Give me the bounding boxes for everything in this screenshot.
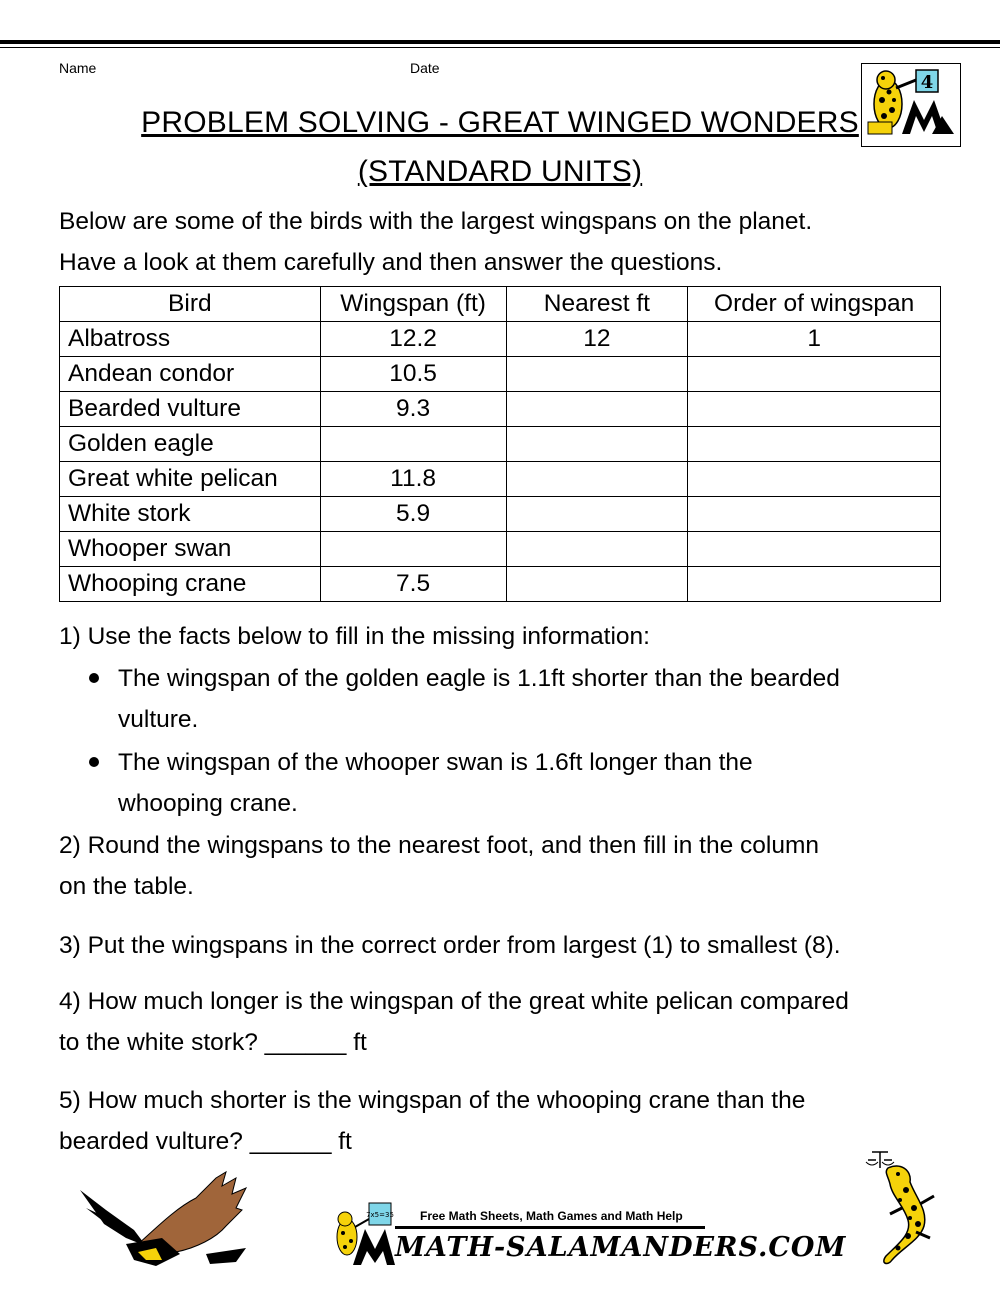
order-cell[interactable] (688, 497, 941, 532)
svg-text:7x5=35: 7x5=35 (366, 1211, 394, 1219)
question-2-line1: 2) Round the wingspans to the nearest foot, and then fill in the column (59, 832, 819, 859)
nearest-ft-cell[interactable] (506, 427, 688, 462)
question-1: 1) Use the facts below to fill in the missing information: (59, 623, 650, 650)
wingspan-cell: 7.5 (320, 567, 506, 602)
footer-divider (395, 1226, 705, 1229)
footer-tagline: Free Math Sheets, Math Games and Math Help (420, 1209, 683, 1223)
bullet-icon (89, 757, 99, 767)
nearest-ft-cell[interactable] (506, 462, 688, 497)
wingspan-cell: 11.8 (320, 462, 506, 497)
wingspan-table (59, 286, 941, 602)
eagle-illustration (76, 1168, 251, 1273)
question-3: 3) Put the wingspans in the correct order from largest (1) to smallest (8). (59, 932, 841, 959)
order-cell[interactable] (688, 567, 941, 602)
table-row (60, 427, 941, 462)
header-nearest-ft: Nearest ft (506, 287, 688, 322)
table-row (60, 532, 941, 567)
question-5-line2[interactable]: bearded vulture? ______ ft (59, 1128, 352, 1155)
wingspan-cell: 5.9 (320, 497, 506, 532)
table-row (60, 567, 941, 602)
table-row (60, 392, 941, 427)
order-cell[interactable] (688, 357, 941, 392)
bird-cell: Albatross (60, 322, 321, 357)
header-wingspan: Wingspan (ft) (320, 287, 506, 322)
question-2 (59, 825, 939, 907)
wingspan-cell: 9.3 (320, 392, 506, 427)
order-cell[interactable] (688, 427, 941, 462)
wingspan-cell: 10.5 (320, 357, 506, 392)
order-cell[interactable] (688, 532, 941, 567)
facts-list (59, 658, 939, 826)
intro-line1: Below are some of the birds with the largest wingspans on the planet. (59, 208, 813, 235)
nearest-ft-cell[interactable] (506, 497, 688, 532)
question-2-line2: on the table. (59, 873, 194, 900)
bird-cell: Golden eagle (60, 427, 321, 462)
wingspan-cell[interactable] (320, 532, 506, 567)
wingspan-cell: 12.2 (320, 322, 506, 357)
footer-site-name[interactable]: MATH-SALAMANDERS.COM (395, 1232, 847, 1263)
bird-cell: Andean condor (60, 357, 321, 392)
nearest-ft-cell[interactable] (506, 567, 688, 602)
salamander-illustration (858, 1148, 953, 1268)
top-rule-thick (0, 40, 1000, 44)
order-cell[interactable]: 1 (688, 322, 941, 357)
table-row (60, 497, 941, 532)
question-5-line1: 5) How much shorter is the wingspan of the whooping crane than the (59, 1087, 806, 1114)
nearest-ft-cell[interactable]: 12 (506, 322, 688, 357)
bird-cell: Bearded vulture (60, 392, 321, 427)
table-row (60, 322, 941, 357)
top-rule-thin (0, 47, 1000, 48)
page-title-line1: PROBLEM SOLVING - GREAT WINGED WONDERS (141, 106, 859, 139)
bird-cell: Whooper swan (60, 532, 321, 567)
table-row (60, 357, 941, 392)
header-bird: Bird (60, 287, 321, 322)
question-4-line1: 4) How much longer is the wingspan of the great white pelican compared (59, 988, 849, 1015)
bird-cell: Great white pelican (60, 462, 321, 497)
question-4-line2[interactable]: to the white stork? ______ ft (59, 1029, 367, 1056)
name-label: Name (59, 60, 97, 76)
intro-text (59, 201, 939, 283)
fact-line: whooping crane. (118, 790, 298, 817)
bird-cell: White stork (60, 497, 321, 532)
question-4 (59, 981, 939, 1063)
wingspan-cell[interactable] (320, 427, 506, 462)
fact-line: The wingspan of the whooper swan is 1.6ft longer than the (118, 749, 753, 776)
table-header-row (60, 287, 941, 322)
nearest-ft-cell[interactable] (506, 357, 688, 392)
order-cell[interactable] (688, 392, 941, 427)
list-item (59, 742, 939, 824)
date-label: Date (410, 60, 440, 76)
question-5 (59, 1080, 939, 1162)
header-order: Order of wingspan (688, 287, 941, 322)
bullet-icon (89, 673, 99, 683)
nearest-ft-cell[interactable] (506, 392, 688, 427)
intro-line2: Have a look at them carefully and then answer the questions. (59, 249, 723, 276)
order-cell[interactable] (688, 462, 941, 497)
bird-cell: Whooping crane (60, 567, 321, 602)
svg-text:4: 4 (920, 72, 934, 93)
nearest-ft-cell[interactable] (506, 532, 688, 567)
table-row (60, 462, 941, 497)
fact-line: The wingspan of the golden eagle is 1.1ft shorter than the bearded (118, 665, 840, 692)
fact-line: vulture. (118, 706, 199, 733)
list-item (59, 658, 939, 740)
page-title-line2: (STANDARD UNITS) (357, 155, 643, 188)
